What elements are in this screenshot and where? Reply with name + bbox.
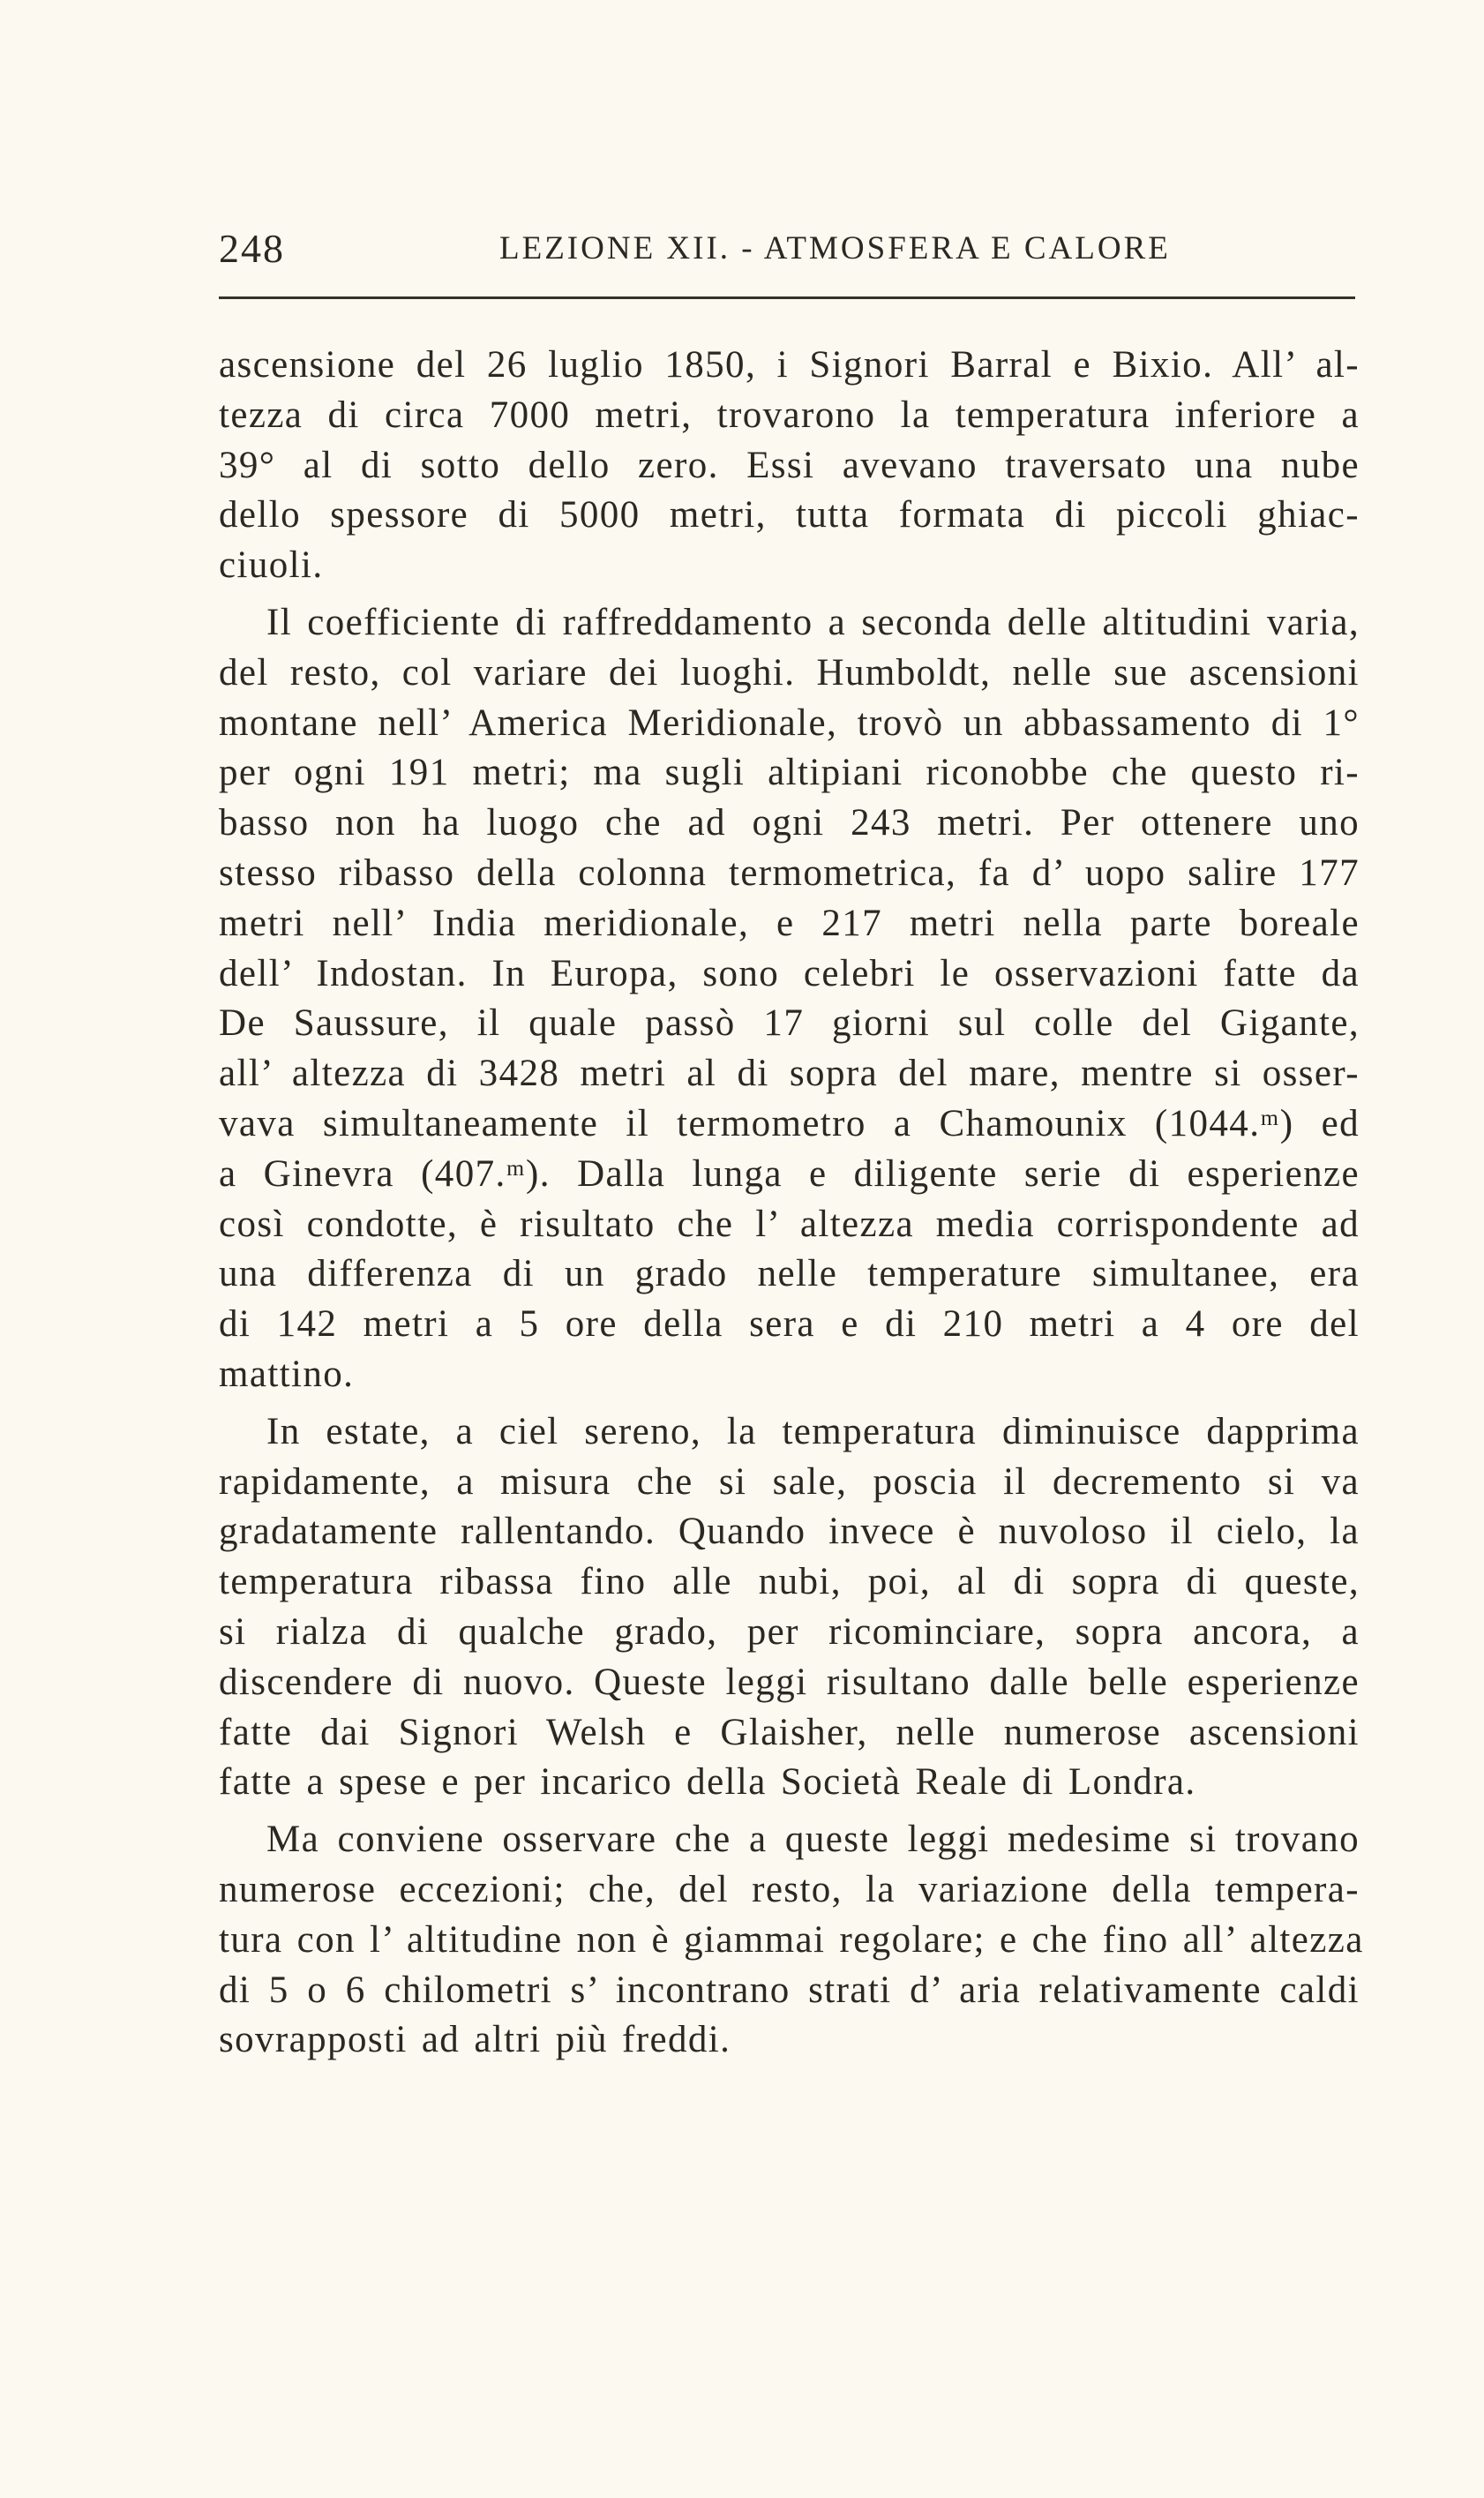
text-line: così condotte, è risultato che l’ altezza media corrispondente ad [219,1203,1360,1245]
text-line: discendere di nuovo. Queste leggi risultano dalle belle esperienze [219,1661,1360,1703]
text-line: vava simultaneamente il termometro a Chamounix (1044.ᵐ) ed [219,1102,1360,1144]
text-line: metri nell’ India meridionale, e 217 metri nella parte boreale [219,902,1360,944]
text-line: stesso ribasso della colonna termometrica, fa d’ uopo salire 177 [219,851,1360,894]
text-line: del resto, col variare dei luoghi. Humboldt, nelle sue ascensioni [219,651,1360,694]
body-text [219,341,1364,2066]
text-line: a Ginevra (407.ᵐ). Dalla lunga e diligente serie di esperienze [219,1152,1360,1195]
text-line: ascensione del 26 luglio 1850, i Signori Barral e Bixio. All’ al- [219,344,1360,386]
text-line: mattino. [219,1353,355,1395]
text-line: numerose eccezioni; che, del resto, la variazione della tempera- [219,1868,1360,1910]
text-line: tura con l’ altitudine non è giammai regolare; e che fino all’ altezza [219,1918,1364,1961]
text-line: fatte dai Signori Welsh e Glaisher, nelle numerose ascensioni [219,1711,1360,1753]
text-line: De Saussure, il quale passò 17 giorni sul colle del Gigante, [219,1002,1360,1045]
text-line: rapidamente, a misura che si sale, poscia il decremento si va [219,1460,1360,1503]
text-line: di 142 metri a 5 ore della sera e di 210 metri a 4 ore del [219,1303,1360,1346]
text-line: gradatamente rallentando. Quando invece è nuvoloso il cielo, la [219,1511,1360,1553]
text-line: di 5 o 6 chilometri s’ incontrano strati d’ aria relativamente caldi [219,1969,1360,2011]
text-line: sovrapposti ad altri più freddi. [219,2019,731,2061]
paragraph [219,341,1360,591]
text-line: all’ altezza di 3428 metri al di sopra del mare, mentre si osser- [219,1053,1360,1095]
running-title: LEZIONE XII. - ATMOSFERA E CALORE [499,230,1171,266]
text-line: Il coefficiente di raffreddamento a seconda delle altitudini varia, [266,601,1360,643]
paragraph [219,1407,1360,1808]
text-line: una differenza di un grado nelle temperature simultanee, era [219,1253,1360,1295]
header-rule [219,296,1355,299]
text-line: In estate, a ciel sereno, la temperatura diminuisce dapprima [266,1410,1360,1452]
text-line: dello spessore di 5000 metri, tutta formata di piccoli ghiac- [219,494,1360,536]
text-line: ciuoli. [219,544,324,587]
text-line: basso non ha luogo che ad ogni 243 metri. Per ottenere uno [219,802,1360,844]
text-line: montane nell’ America Meridionale, trovò un abbassamento di 1° [219,701,1360,744]
text-line: si rialza di qualche grado, per ricominciare, sopra ancora, a [219,1610,1360,1653]
paragraph [219,1815,1364,2066]
text-line: tezza di circa 7000 metri, trovarono la temperatura inferiore a [219,394,1360,436]
text-line: Ma conviene osservare che a queste leggi medesime si trovano [266,1819,1360,1861]
text-line: 39° al di sotto dello zero. Essi avevano traversato una nube [219,444,1360,486]
paragraph [219,598,1360,1400]
text-line: fatte a spese e per incarico della Società Reale di Londra. [219,1761,1196,1804]
page-number: 248 [219,226,285,271]
text-line: temperatura ribassa fino alle nubi, poi, al di sopra di queste, [219,1561,1360,1603]
text-line: dell’ Indostan. In Europa, sono celebri le osservazioni fatte da [219,952,1360,994]
page-header [219,222,1355,275]
text-line: per ogni 191 metri; ma sugli altipiani riconobbe che questo ri- [219,752,1360,794]
